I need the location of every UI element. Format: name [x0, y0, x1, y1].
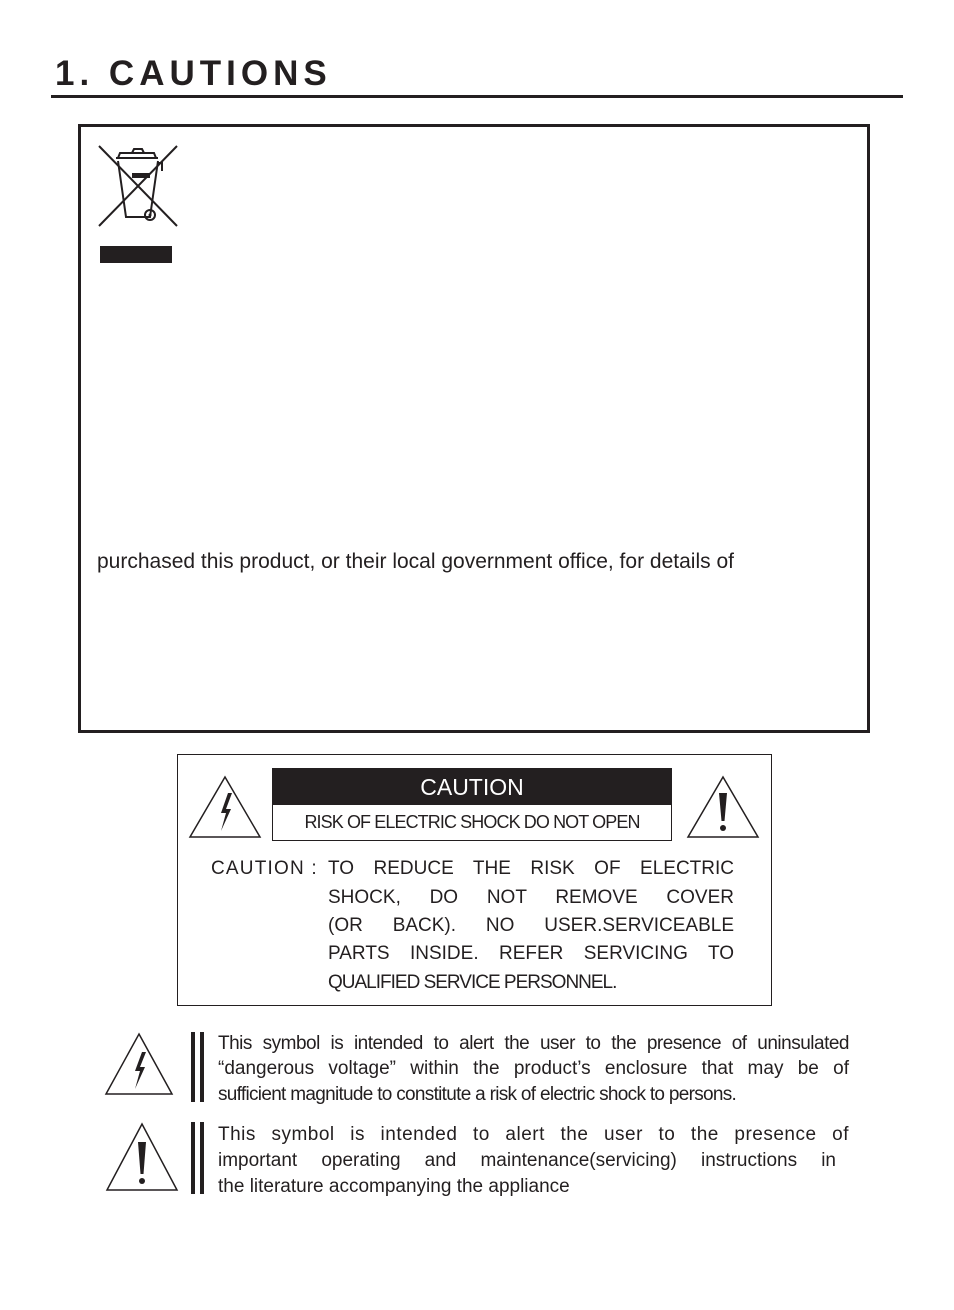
lightning-bolt-triangle-icon	[188, 775, 262, 839]
symbol-divider-bar	[191, 1032, 195, 1102]
symbol-description-line: This symbol is intended to alert the user to the presence of uninsulated	[218, 1033, 849, 1054]
caution-text-line: QUALIFIED SERVICE PERSONNEL.	[328, 972, 617, 993]
symbol-divider-bar	[200, 1122, 204, 1194]
page-title: 1. CAUTIONS	[55, 54, 332, 93]
caution-text-line: SHOCK, DO NOT REMOVE COVER	[328, 887, 734, 908]
symbol-description-line: “dangerous voltage” within the product’s enclosure that may be of	[218, 1058, 849, 1079]
exclamation-triangle-icon	[105, 1122, 179, 1192]
symbol-description-line: important operating and maintenance(servicing) instructions in	[218, 1150, 836, 1171]
caution-text-line: (OR BACK). NO USER.SERVICEABLE	[328, 915, 734, 936]
symbol-divider-bar	[191, 1122, 195, 1194]
caution-text-line: TO REDUCE THE RISK OF ELECTRIC	[328, 858, 734, 879]
title-divider	[51, 95, 903, 98]
weee-disposal-box	[78, 124, 870, 733]
caution-text-line: PARTS INSIDE. REFER SERVICING TO	[328, 943, 734, 964]
crossed-out-wheelie-bin-icon	[96, 143, 180, 229]
symbol-description-line: This symbol is intended to alert the user to the presence of	[218, 1124, 849, 1145]
caution-subheading: RISK OF ELECTRIC SHOCK DO NOT OPEN	[304, 812, 640, 832]
caution-prefix: CAUTION :	[211, 858, 318, 879]
symbol-description-line: the literature accompanying the appliance	[218, 1176, 570, 1197]
weee-text-fragment: purchased this product, or their local government office, for details of	[97, 550, 734, 573]
caution-heading: CAUTION	[273, 769, 671, 805]
weee-date-bar	[100, 246, 172, 263]
symbol-divider-bar	[200, 1032, 204, 1102]
symbol-description-line: sufficient magnitude to constitute a risk of electric shock to persons.	[218, 1084, 737, 1105]
exclamation-triangle-icon	[686, 775, 760, 839]
lightning-bolt-triangle-icon	[104, 1032, 174, 1096]
